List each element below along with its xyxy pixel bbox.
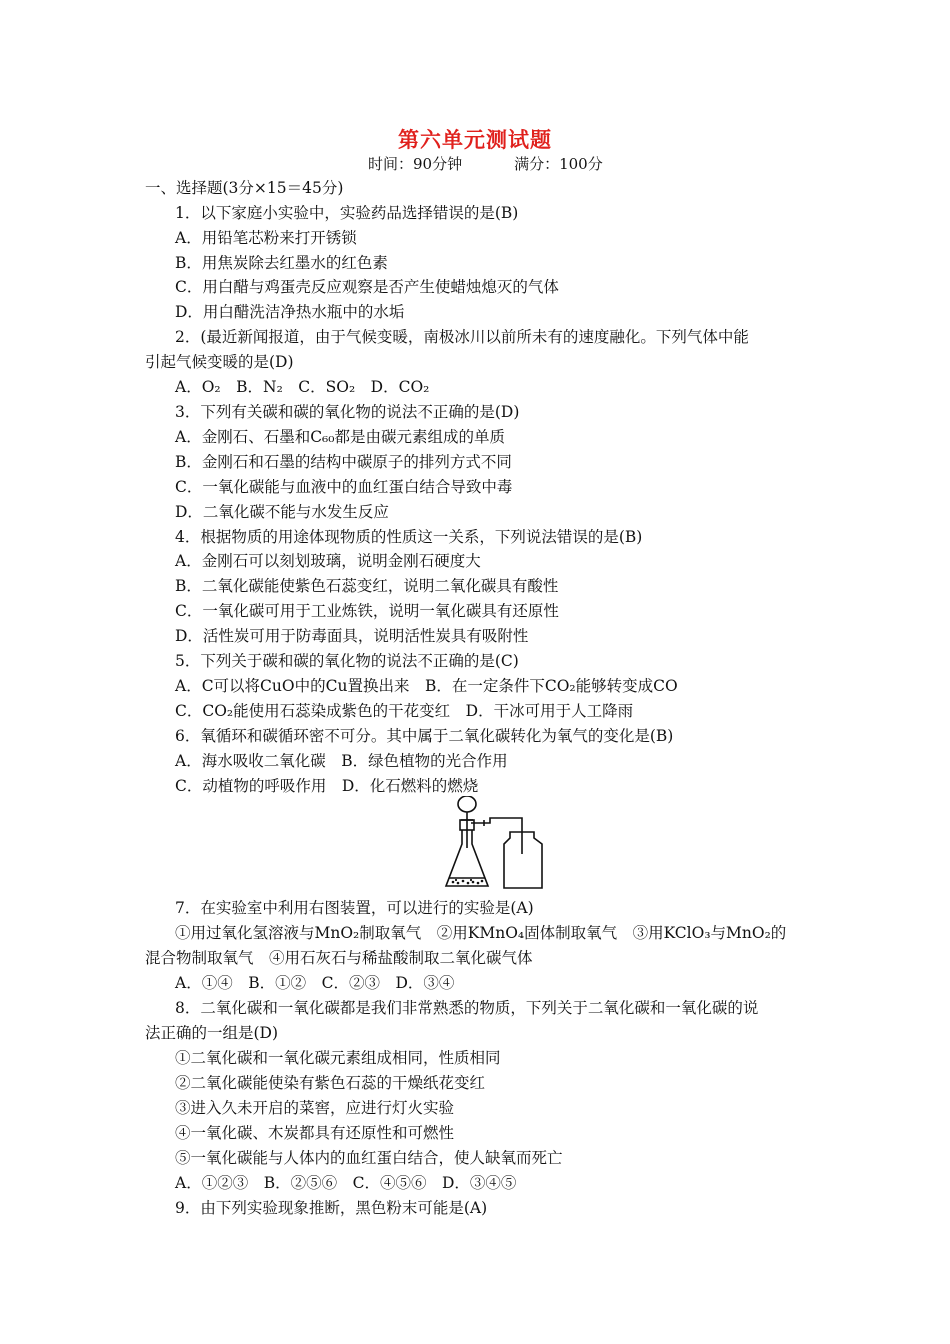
option-line: C．用白醋与鸡蛋壳反应观察是否产生使蜡烛熄灭的气体	[175, 278, 559, 296]
option-line: A．O₂ B．N₂ C．SO₂ D．CO₂	[175, 378, 430, 396]
question-line: 7．在实验室中利用右图装置，可以进行的实验是(A)	[175, 899, 534, 917]
option-line: D．活性炭可用于防毒面具，说明活性炭具有吸附性	[175, 627, 529, 645]
question-line: 5．下列关于碳和碳的氧化物的说法不正确的是(C)	[175, 652, 519, 670]
option-line: ①二氧化碳和一氧化碳元素组成相同，性质相同	[175, 1049, 501, 1067]
question-line: 8．二氧化碳和一氧化碳都是我们非常熟悉的物质，下列关于二氧化碳和一氧化碳的说	[175, 999, 759, 1017]
option-line: ④一氧化碳、木炭都具有还原性和可燃性	[175, 1124, 455, 1142]
option-line: C．CO₂能使用石蕊染成紫色的干花变红 D．干冰可用于人工降雨	[175, 702, 634, 720]
exam-meta	[368, 153, 655, 174]
option-line: C．一氧化碳可用于工业炼铁，说明一氧化碳具有还原性	[175, 602, 559, 620]
question-line: 2．(最近新闻报道，由于气候变暖，南极冰川以前所未有的速度融化。下列气体中能	[175, 328, 749, 346]
question-line: 4．根据物质的用途体现物质的性质这一关系，下列说法错误的是(B)	[175, 528, 643, 546]
time-limit: 时间：90分钟	[368, 155, 463, 173]
question-line: 引起气候变暖的是(D)	[145, 353, 294, 371]
option-line: ③进入久未开启的菜窖，应进行灯火实验	[175, 1099, 455, 1117]
option-line: A．①④ B．①② C．②③ D．③④	[175, 974, 455, 992]
option-line: ①用过氧化氢溶液与MnO₂制取氧气 ②用KMnO₄固体制取氧气 ③用KClO₃与MnO₂的	[175, 924, 787, 942]
section-heading: 一、选择题(3分×15＝45分)	[145, 179, 344, 197]
full-score: 满分：100分	[514, 155, 603, 173]
option-line: D．二氧化碳不能与水发生反应	[175, 503, 389, 521]
question-line: 9．由下列实验现象推断，黑色粉末可能是(A)	[175, 1199, 488, 1217]
question-line: 3．下列有关碳和碳的氧化物的说法不正确的是(D)	[175, 403, 520, 421]
gas-apparatus-diagram	[440, 796, 550, 892]
page-title: 第六单元测试题	[398, 128, 552, 152]
option-line: ⑤一氧化碳能与人体内的血红蛋白结合，使人缺氧而死亡	[175, 1149, 563, 1167]
option-line: C．动植物的呼吸作用 D．化石燃料的燃烧	[175, 777, 479, 795]
option-line: 混合物制取氧气 ④用石灰石与稀盐酸制取二氧化碳气体	[145, 949, 533, 967]
option-line: A．①②③ B．②⑤⑥ C．④⑤⑥ D．③④⑤	[175, 1174, 517, 1192]
option-line: B．金刚石和石墨的结构中碳原子的排列方式不同	[175, 453, 512, 471]
option-line: A．C可以将CuO中的Cu置换出来 B．在一定条件下CO₂能够转变成CO	[175, 677, 678, 695]
option-line: C．一氧化碳能与血液中的血红蛋白结合导致中毒	[175, 478, 513, 496]
option-line: ②二氧化碳能使染有紫色石蕊的干燥纸花变红	[175, 1074, 486, 1092]
option-line: B．二氧化碳能使紫色石蕊变红，说明二氧化碳具有酸性	[175, 577, 559, 595]
option-line: D．用白醋洗洁净热水瓶中的水垢	[175, 303, 405, 321]
option-line: A．海水吸收二氧化碳 B．绿色植物的光合作用	[175, 752, 508, 770]
question-line: 6．氧循环和碳循环密不可分。其中属于二氧化碳转化为氧气的变化是(B)	[175, 727, 674, 745]
option-line: A．金刚石可以刻划玻璃，说明金刚石硬度大	[175, 552, 481, 570]
question-line: 法正确的一组是(D)	[145, 1024, 279, 1042]
option-line: A．金刚石、石墨和C₆₀都是由碳元素组成的单质	[175, 428, 505, 446]
option-line: A．用铅笔芯粉来打开锈锁	[175, 229, 357, 247]
option-line: B．用焦炭除去红墨水的红色素	[175, 254, 388, 272]
question-line: 1．以下家庭小实验中，实验药品选择错误的是(B)	[175, 204, 519, 222]
